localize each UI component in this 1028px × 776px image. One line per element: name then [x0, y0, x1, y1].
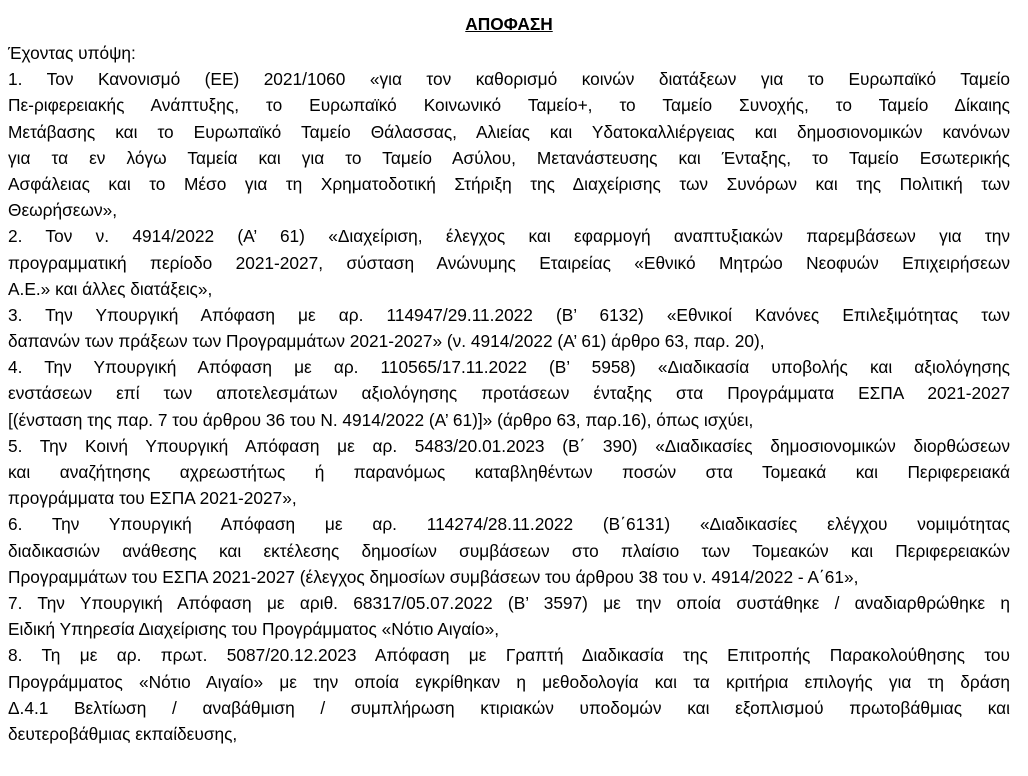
item-7-line-2: Ειδική Υπηρεσία Διαχείρισης του Προγράμματος «Νότιο Αιγαίο», — [8, 619, 500, 640]
item-1-line-6: Θεωρήσεων», — [8, 200, 117, 221]
item-1-line-2: Πε-ριφερειακής Ανάπτυξης, το Ευρωπαϊκό Κοινωνικό Ταμείο+, το Ταμείο Συνοχής, το Ταμείο Δίκαιης — [8, 95, 1010, 116]
item-2-line-2: προγραμματική περίοδο 2021-2027, σύσταση Ανώνυμης Εταιρείας «Εθνικό Μητρώο Νεοφυών Επιχειρήσεων — [8, 252, 1010, 273]
item-1-line-1: 1. Τον Κανονισμό (ΕΕ) 2021/1060 «για τον καθορισμό κοινών διατάξεων για το Ευρωπαϊκό Ταμείο — [8, 69, 1010, 90]
item-3-line-1: 3. Την Υπουργική Απόφαση με αρ. 114947/29.11.2022 (Β’ 6132) «Εθνικοί Κανόνες Επιλεξιμότητας των — [8, 304, 1010, 325]
item-1-line-4: για τα εν λόγω Ταμεία και για το Ταμείο Ασύλου, Μετανάστευσης και Ένταξης, το Ταμείο Εσωτερικής — [8, 147, 1010, 168]
item-4-line-3: [(ένσταση της παρ. 7 του άρθρου 36 του Ν. 4914/2022 (Α’ 61)]» (άρθρο 63, παρ.16), όπως ισχύει, — [8, 409, 754, 430]
preamble-heading: Έχοντας υπόψη: — [8, 43, 136, 63]
item-2-line-3: Α.Ε.» και άλλες διατάξεις», — [8, 278, 213, 299]
item-7-line-1: 7. Την Υπουργική Απόφαση με αριθ. 68317/05.07.2022 (Β’ 3597) με την οποία συστάθηκε / αναδιαρθρώθηκε η — [8, 592, 1010, 613]
item-5-line-1: 5. Την Κοινή Υπουργική Απόφαση με αρ. 5483/20.01.2023 (Β΄ 390) «Διαδικασίες δημοσιονομικών διορθώσεων — [8, 435, 1010, 456]
decision-document — [8, 0, 1010, 747]
item-1-line-3: Μετάβασης και το Ευρωπαϊκό Ταμείο Θάλασσας, Αλιείας και Υδατοκαλλιέργειας και δημοσιονομικών κανόνων — [8, 121, 1010, 142]
item-6-line-2: διαδικασιών ανάθεσης και εκτέλεσης δημοσίων συμβάσεων στο πλαίσιο των Τομεακών και Περιφερειακών — [8, 540, 1010, 561]
item-8-line-1: 8. Τη με αρ. πρωτ. 5087/20.12.2023 Απόφαση με Γραπτή Διαδικασία της Επιτροπής Παρακολούθησης του — [8, 645, 1010, 666]
item-6-line-1: 6. Την Υπουργική Απόφαση με αρ. 114274/28.11.2022 (Β΄6131) «Διαδικασίες ελέγχου νομιμότητας — [8, 514, 1010, 535]
item-3-line-2: δαπανών των πράξεων των Προγραμμάτων 2021-2027» (ν. 4914/2022 (Α’ 61) άρθρο 63, παρ. 20), — [8, 331, 765, 352]
item-6-line-3: Προγραμμάτων του ΕΣΠΑ 2021-2027 (έλεγχος δημοσίων συμβάσεων του άρθρου 38 του ν. 4914/2022 - Α΄61», — [8, 566, 859, 587]
item-4-line-2: ενστάσεων επί των αποτελεσμάτων αξιολόγησης προτάσεων ένταξης στα Προγράμματα ΕΣΠΑ 2021-2027 — [8, 383, 1010, 404]
item-8-line-2: Προγράμματος «Νότιο Αιγαίο» με την οποία εγκρίθηκαν η μεθοδολογία και τα κριτήρια επιλογής για τη δράση — [8, 671, 1010, 692]
item-8-line-4: δευτεροβάθμιας εκπαίδευσης, — [8, 723, 238, 744]
item-5-line-2: και αναζήτησης αχρεωστήτως ή παρανόμως καταβληθέντων ποσών στα Τομεακά και Περιφερειακά — [8, 462, 1010, 482]
item-5-line-3: προγράμματα του ΕΣΠΑ 2021-2027», — [8, 488, 297, 509]
document-title: ΑΠΟΦΑΣΗ — [465, 14, 553, 34]
item-4-line-1: 4. Την Υπουργική Απόφαση με αρ. 110565/17.11.2022 (Β’ 5958) «Διαδικασία υποβολής και αξιολόγησης — [8, 357, 1010, 378]
item-8-line-3: Δ.4.1 Βελτίωση / αναβάθμιση / συμπλήρωση κτιριακών υποδομών και εξοπλισμού πρωτοβάθμιας και — [8, 697, 1010, 718]
item-2-line-1: 2. Τον ν. 4914/2022 (Α’ 61) «Διαχείριση, έλεγχος και εφαρμογή αναπτυξιακών παρεμβάσεων για την — [8, 226, 1010, 247]
item-1-line-5: Ασφάλειας και το Μέσο για τη Χρηματοδοτική Στήριξη της Διαχείρισης των Συνόρων και της Πολιτική των — [8, 173, 1010, 194]
